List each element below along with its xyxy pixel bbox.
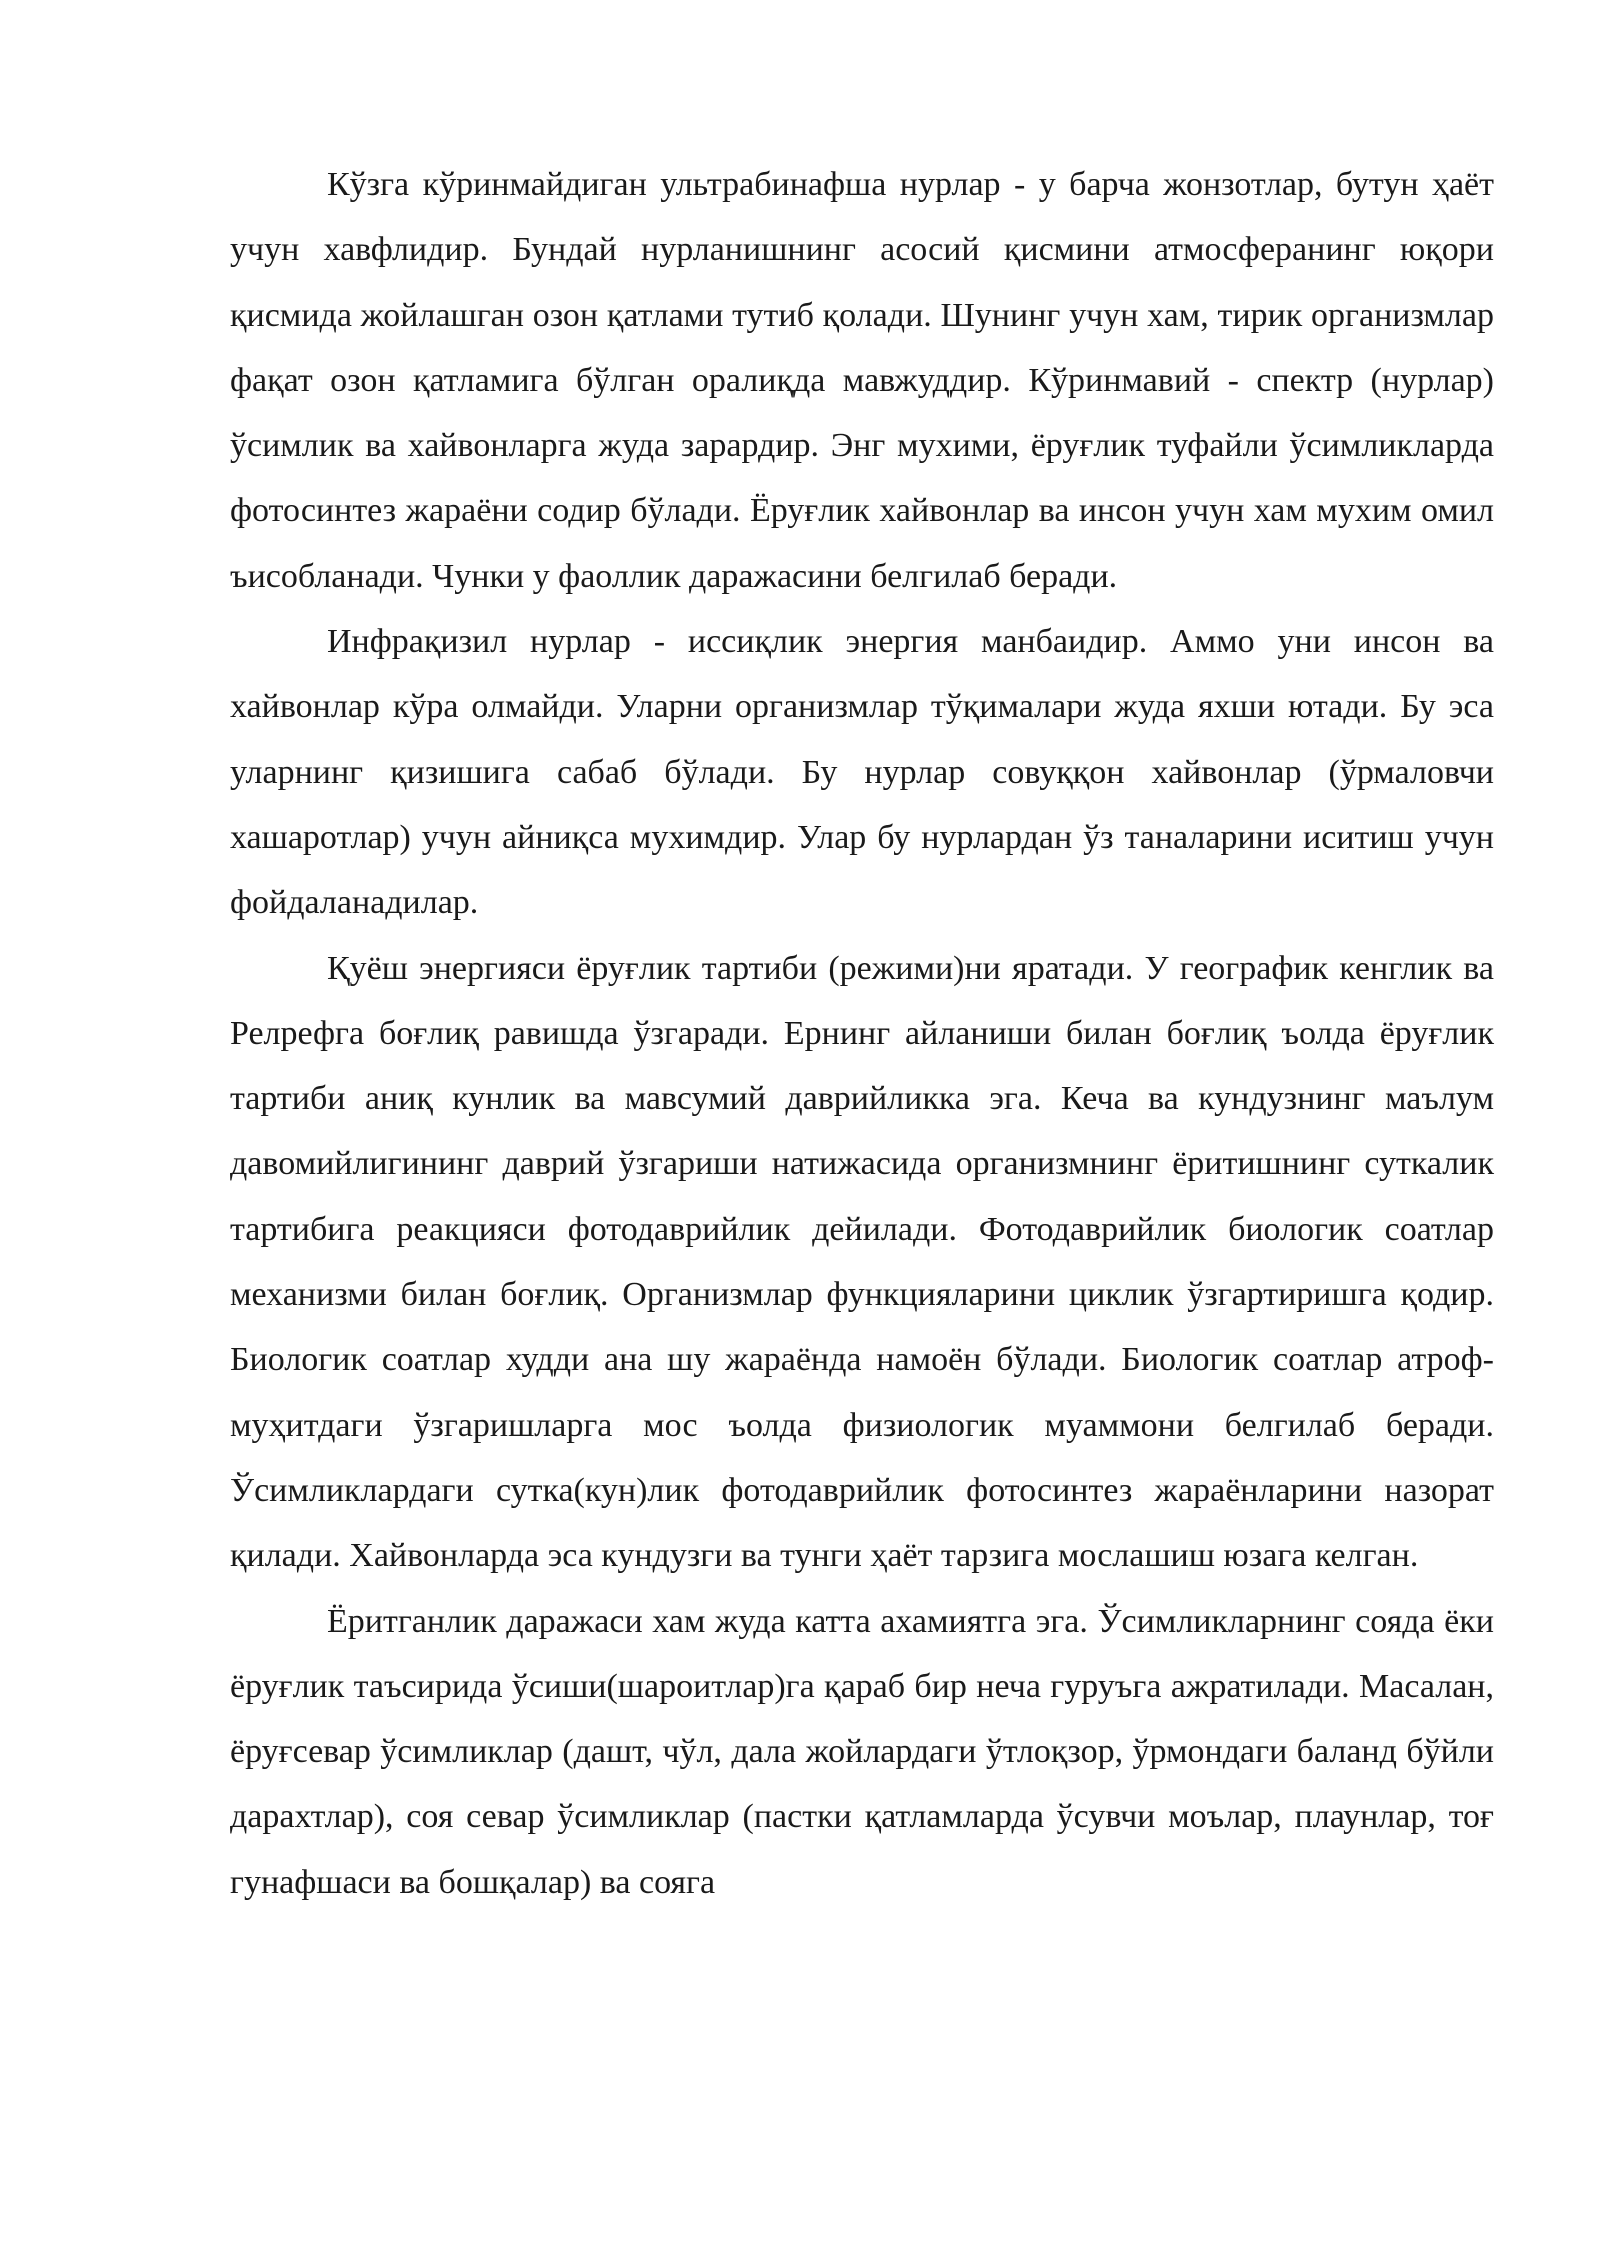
paragraph-ultraviolet: Кўзга кўринмайдиган ультрабинафша нурлар - у барча жонзотлар, бутун ҳаёт учун хавфлидир. Бундай нурланишнинг асосий қисмини атмосферанинг юқори қисмида жойлашган озон қатлами тутиб қолади. Шунинг учун хам, тирик организмлар фақат озон қатламига бўлган оралиқда мавжуддир. Кўринмавий - спектр (нурлар) ўсимлик ва хайвонларга жуда зарардир. Энг мухими, ёруғлик туфайли ўсимликларда фотосинтез жараёни содир бўлади. Ёруғлик хайвонлар ва инсон учун хам мухим омил ъисобланади. Чунки у фаоллик даражасини белгилаб беради. (230, 166, 1494, 595)
paragraph-photoperiodism: Қуёш энергияси ёруғлик тартиби (режими)ни яратади. У географик кенглик ва Релрефга боғлиқ равишда ўзгаради. Ернинг айланиши билан боғлиқ ъолда ёруғлик тартиби аниқ кунлик ва мавсумий даврийликка эга. Кеча ва кундузнинг маълум давомийлигининг даврий ўзгариши натижасида организмнинг ёритишнинг суткалик тартибига реакцияси фотодаврийлик дейилади. Фотодаврийлик биологик соатлар механизми билан боғлиқ. Организмлар функцияларини циклик ўзгартиришга қодир. Биологик соатлар худди ана шу жараёнда намоён бўлади. Биологик соатлар атроф-муҳитдаги ўзгаришларга мос ъолда физиологик муаммони белгилаб беради. Ўсимликлардаги сутка(кун)лик фотодаврийлик фотосинтез жараёнларини назорат қилади. Хайвонларда эса кундузги ва тунги ҳаёт тарзига мослашиш юзага келган. (230, 949, 1494, 1575)
document-body (230, 152, 1494, 1915)
paragraph-illumination: Ёритганлик даражаси хам жуда катта ахамиятга эга. Ўсимликларнинг сояда ёки ёруғлик таъсирида ўсиши(шароитлар)га қараб бир неча гуруъга ажратилади. Масалан, ёруғсевар ўсимликлар (дашт, чўл, дала жойлардаги ўтлоқзор, ўрмондаги баланд бўйли дарахтлар), соя севар ўсимликлар (пастки қатламларда ўсувчи моълар, плаунлар, тоғ гунафшаси ва бошқалар) ва сояга (230, 1602, 1494, 1901)
paragraph-infrared: Инфрақизил нурлар - иссиқлик энергия манбаидир. Аммо уни инсон ва хайвонлар кўра олмайди. Уларни организмлар тўқималари жуда яхши ютади. Бу эса уларнинг қизишига сабаб бўлади. Бу нурлар совуққон хайвонлар (ўрмаловчи хашаротлар) учун айниқса мухимдир. Улар бу нурлардан ўз таналарини иситиш учун фойдаланадилар. (230, 623, 1494, 922)
